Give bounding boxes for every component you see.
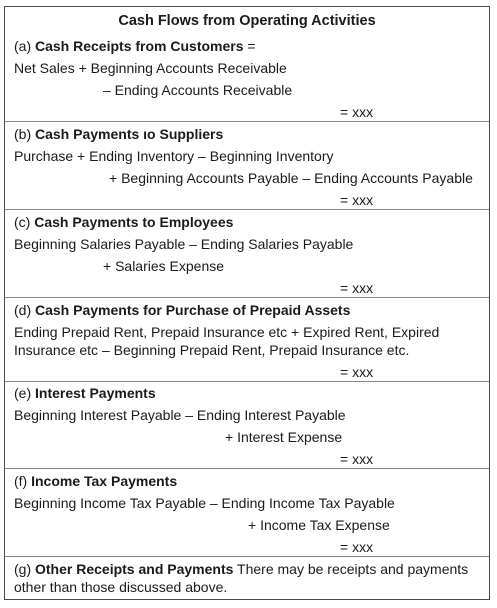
section-a-title: Cash Receipts from Customers [35,38,244,54]
section-e-title: Interest Payments [35,385,156,401]
section-g-text-line2: other than those discussed above. [14,579,228,595]
section-b-heading [14,125,223,143]
section-f-label: (f) [14,473,32,489]
section-f-heading [14,472,177,490]
section-e-heading [14,384,156,402]
section-c-title: Cash Payments to Employees [34,214,234,230]
divider [5,381,489,382]
section-g-title: Other Receipts and Payments [35,561,234,577]
section-a-result: = xxx [340,104,374,120]
page-title: Cash Flows from Operating Activities [118,13,376,29]
section-c-line1: Beginning Salaries Payable – Ending Salaries Payable [14,236,354,252]
section-b-label: (b) [14,126,35,142]
section-d-title: Cash Payments for Purchase of Prepaid Assets [35,302,351,318]
section-c-label: (c) [14,214,35,230]
section-f-line2: + Income Tax Expense [248,517,390,533]
section-a-equals: = [243,38,256,54]
section-a-line2: – Ending Accounts Receivable [103,82,293,98]
section-g-heading [14,560,468,578]
divider [5,556,489,557]
section-d-heading [14,301,350,319]
section-b-line1: Purchase + Ending Inventory – Beginning Inventory [14,148,334,164]
section-g-label: (g) [14,561,35,577]
divider [5,121,489,122]
section-g-text: There may be receipts and payments [233,561,469,577]
section-d-line1: Ending Prepaid Rent, Prepaid Insurance etc + Expired Rent, Expired [14,324,440,340]
section-d-result: = xxx [340,364,374,380]
section-e-label: (e) [14,385,35,401]
section-f-result: = xxx [340,539,374,555]
section-e-line2: + Interest Expense [225,429,343,445]
divider [5,468,489,469]
section-a-label: (a) [14,38,35,54]
section-d-label: (d) [14,302,35,318]
section-e-line1: Beginning Interest Payable – Ending Interest Payable [14,407,346,423]
section-a-heading [14,37,256,55]
section-c-line2: + Salaries Expense [103,258,225,274]
section-d-line2: Insurance etc – Beginning Prepaid Rent, Prepaid Insurance etc. [14,342,410,358]
section-c-result: = xxx [340,280,374,296]
section-b-line2: + Beginning Accounts Payable – Ending Accounts Payable [109,170,473,186]
section-c-heading [14,213,233,231]
divider [5,297,489,298]
section-f-title: Income Tax Payments [31,473,178,489]
divider [5,209,489,210]
section-b-title: Cash Payments ıo Suppliers [35,126,224,142]
cash-flows-box [4,6,490,600]
section-e-result: = xxx [340,451,374,467]
section-f-line1: Beginning Income Tax Payable – Ending Income Tax Payable [14,495,395,511]
section-a-line1: Net Sales + Beginning Accounts Receivable [14,60,287,76]
section-b-result: = xxx [340,192,374,208]
